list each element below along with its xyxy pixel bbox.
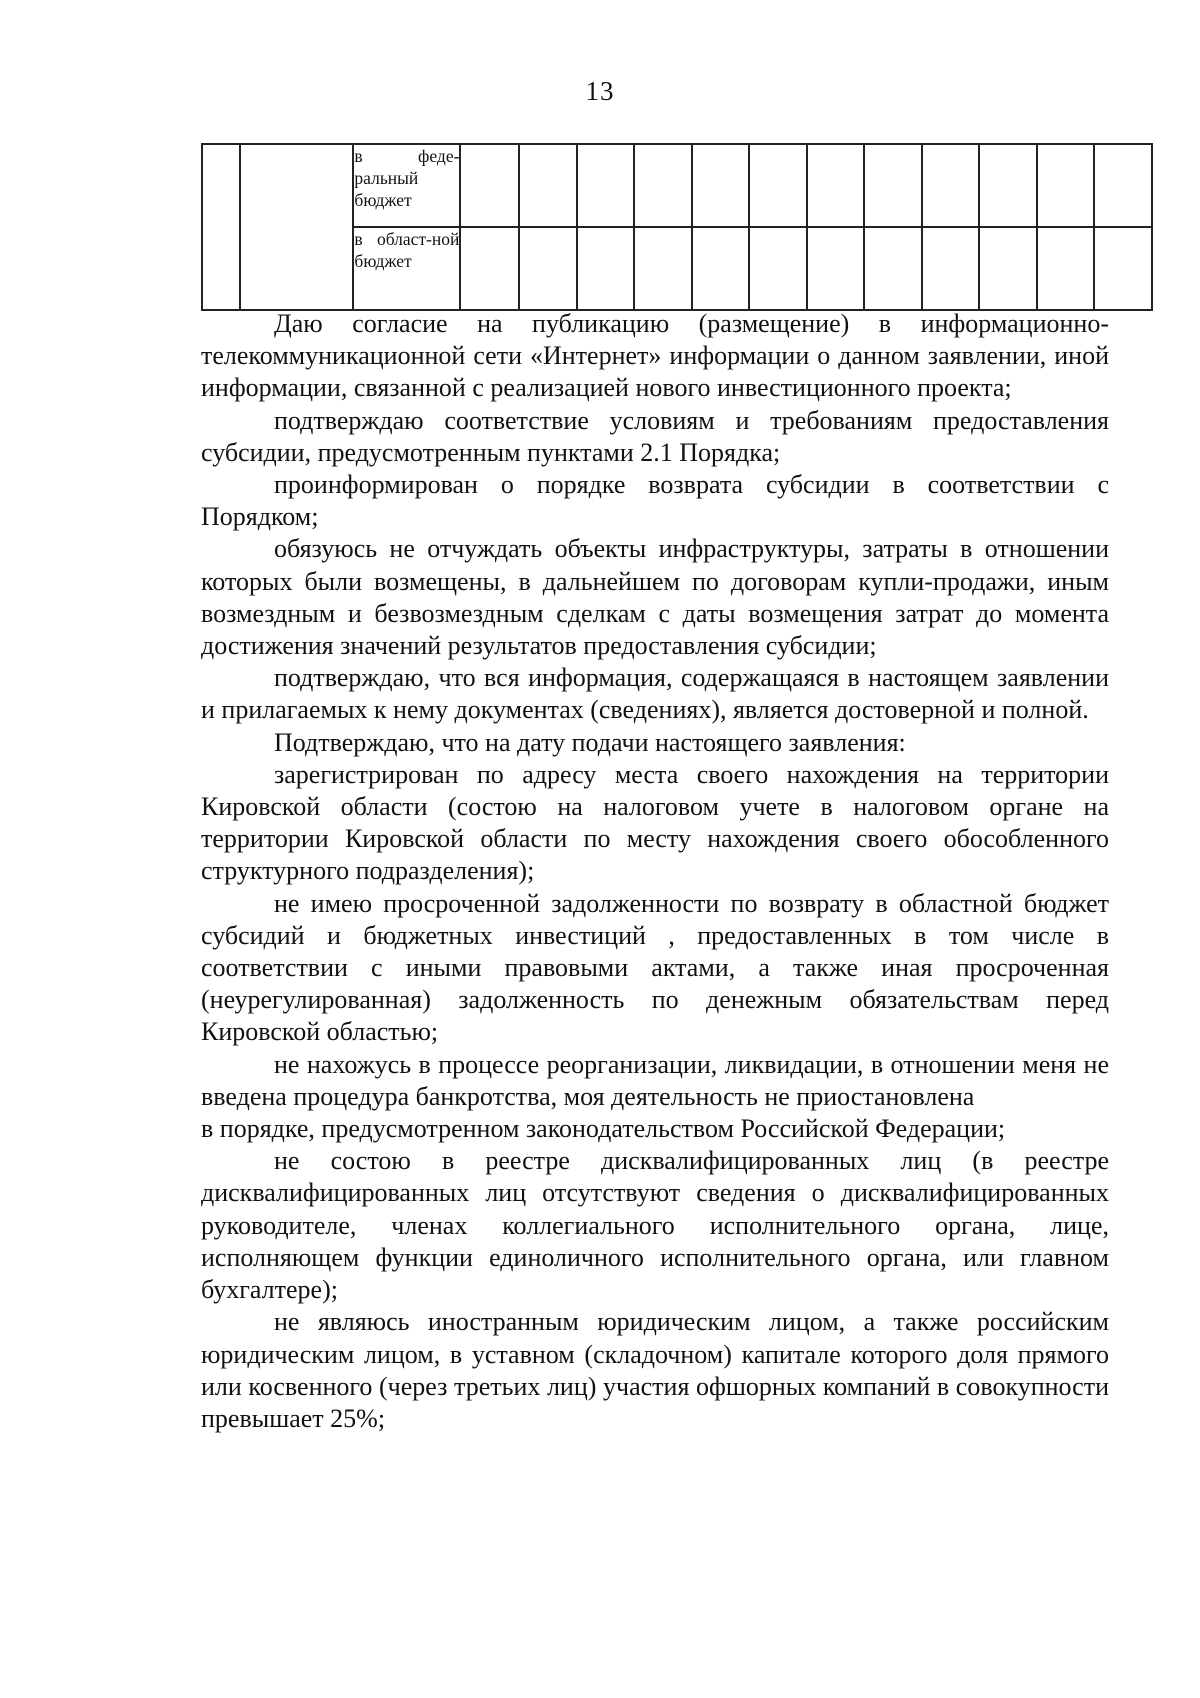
paragraph-confirmation-intro: Подтверждаю, что на дату подачи настоящего заявления: xyxy=(274,727,906,757)
table-cell xyxy=(922,144,980,227)
table-cell xyxy=(577,144,635,227)
budget-table xyxy=(201,143,1153,311)
paragraph-information-accuracy: подтверждаю, что вся информация, содержащаяся в настоящем заявлении и прилагаемых к нему документах (сведениях), является достоверной и полной. xyxy=(201,663,1109,725)
paragraph-conditions-compliance: подтверждаю соответствие условиям и требованиям предоставления субсидии, предусмотренным пунктами 2.1 Порядка; xyxy=(201,405,1109,467)
paragraph-refund-informed: проинформирован о порядке возврата субсидии в соответствии с Порядком; xyxy=(201,470,1109,532)
paragraph-not-disqualified: не состою в реестре дисквалифицированных лиц (в реестре дисквалифицированных лиц отсутствуют сведения о дисквалифицированных руководителе, членах коллегиального исполнительного органа, лице, исполняющем функции единоличного исполнительного органа, или главном бухгалтере); xyxy=(201,1146,1109,1305)
paragraph-no-bankruptcy: не нахожусь в процессе реорганизации, ликвидации, в отношении меня не введена процедура банкротства, моя деятельность не приостановлена xyxy=(201,1049,1109,1111)
table-cell xyxy=(634,144,692,227)
table-cell xyxy=(807,227,865,310)
table-cell xyxy=(202,144,240,310)
paragraph-not-foreign-entity: не являюсь иностранным юридическим лицом, а также российским юридическим лицом, в уставном (складочном) капитале которого доля прямого или косвенного (через третьих лиц) участия офшорных компаний в совокупности превышает 25%; xyxy=(201,1307,1109,1433)
paragraph-legislation-order: в порядке, предусмотренном законодательством Российской Федерации; xyxy=(201,1114,1006,1144)
page-number: 13 xyxy=(585,76,615,106)
table-cell-label xyxy=(353,144,460,227)
table-cell xyxy=(460,144,519,227)
table-cell xyxy=(692,227,750,310)
table-cell xyxy=(979,227,1037,310)
federal-budget-label: в феде-ральный бюджет xyxy=(354,146,460,210)
table-cell xyxy=(519,227,577,310)
table-cell xyxy=(460,227,519,310)
paragraph-registration: зарегистрирован по адресу места своего нахождения на территории Кировской области (состою на налоговом учете в налоговом органе на территории Кировской области по месту нахождения своего обособленного структурного подразделения); xyxy=(201,759,1109,886)
paragraph-no-debt: не имею просроченной задолженности по возврату в областной бюджет субсидий и бюджетных инвестиций , предоставленных в том числе в соответствии с иными правовыми актами, а также иная просроченная (неурегулированная) задолженность по денежным обязательствам перед Кировской областью; xyxy=(201,888,1109,1047)
table-cell xyxy=(519,144,577,227)
table-cell-label xyxy=(353,227,460,310)
table-cell xyxy=(1094,144,1152,227)
table-cell xyxy=(979,144,1037,227)
paragraph-publication-consent: Даю согласие на публикацию (размещение) в информационно-телекоммуникационной сети «Интернет» информации о данном заявлении, иной информации, связанной с реализацией нового инвестиционного проекта; xyxy=(201,309,1109,403)
table-cell xyxy=(577,227,635,310)
document-body xyxy=(201,308,1109,1435)
table-cell xyxy=(692,144,750,227)
table-row xyxy=(202,144,1152,227)
table-cell xyxy=(240,144,353,310)
table-cell xyxy=(864,144,922,227)
table-cell xyxy=(1094,227,1152,310)
table-cell xyxy=(634,227,692,310)
table-cell xyxy=(1037,144,1095,227)
table-cell xyxy=(864,227,922,310)
table-cell xyxy=(922,227,980,310)
table-cell xyxy=(807,144,865,227)
paragraph-no-alienation: обязуюсь не отчуждать объекты инфраструктуры, затраты в отношении которых были возмещены, в дальнейшем по договорам купли-продажи, иным возмездным и безвозмездным сделкам с даты возмещения затрат до момента достижения значений результатов предоставления субсидии; xyxy=(201,534,1109,661)
table-cell xyxy=(749,227,807,310)
table-cell xyxy=(749,144,807,227)
regional-budget-label: в област-ной бюджет xyxy=(354,229,460,271)
table-cell xyxy=(1037,227,1095,310)
